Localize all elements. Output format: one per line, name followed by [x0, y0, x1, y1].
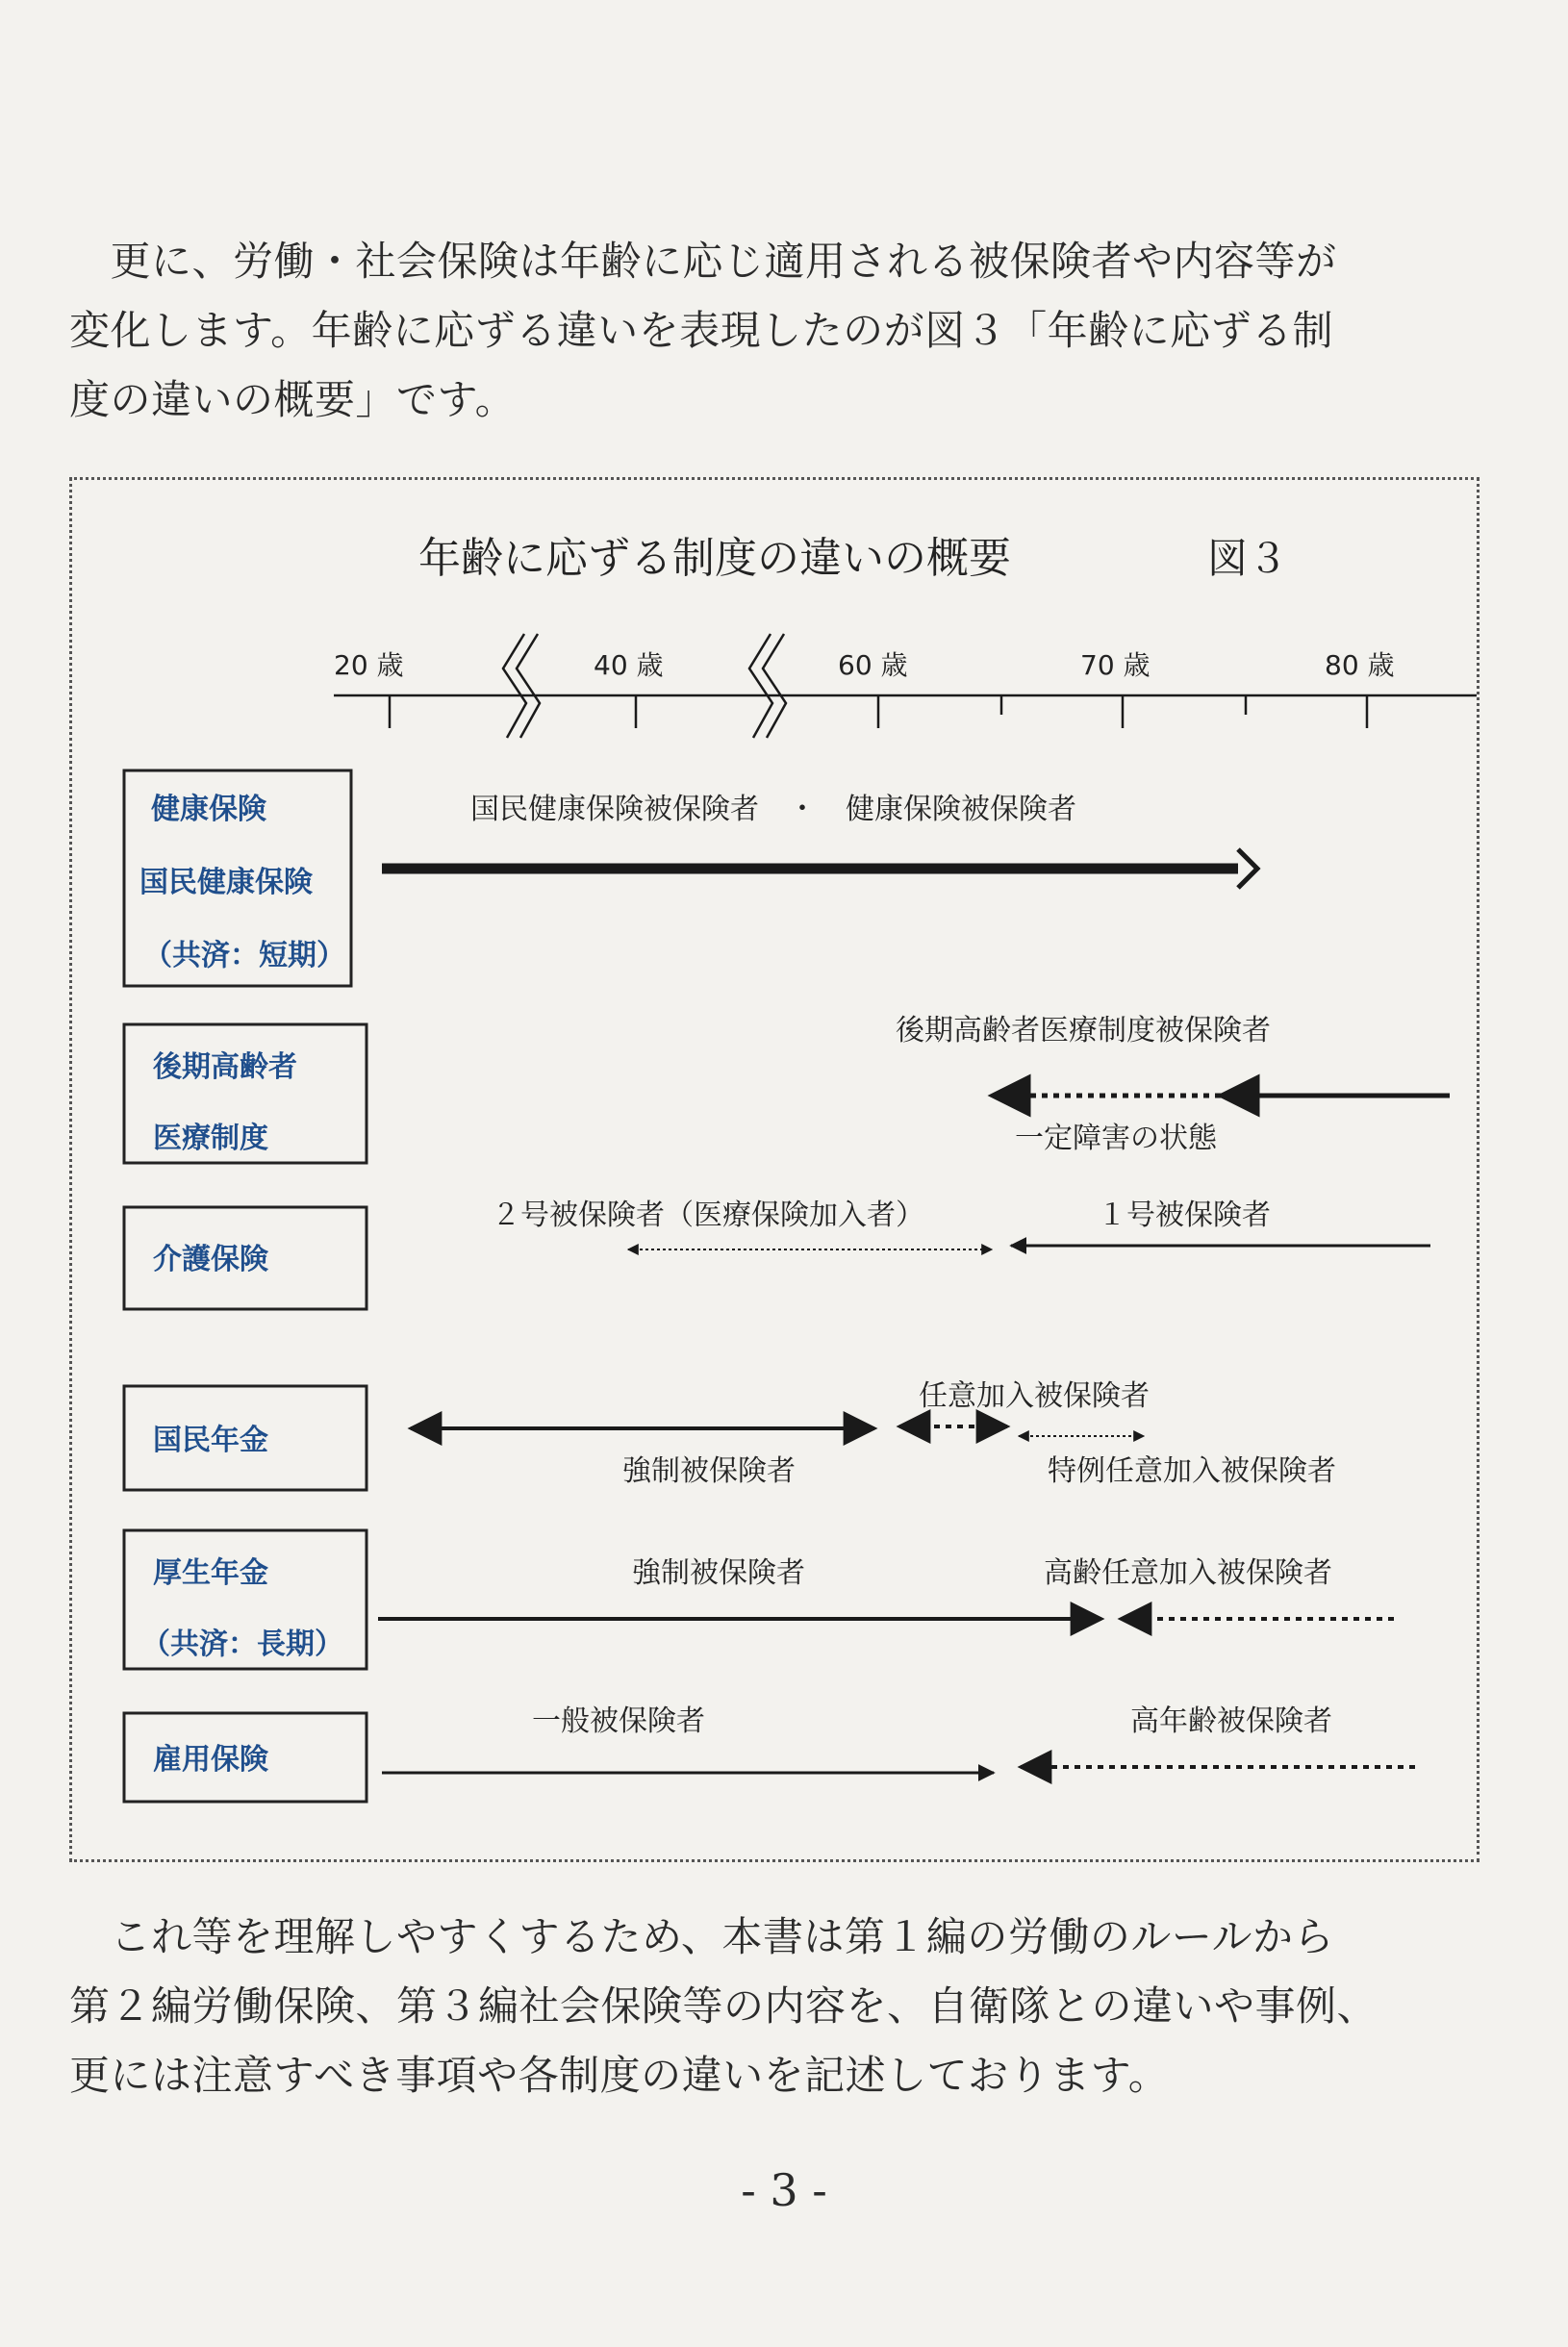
- intro-paragraph: [69, 227, 1416, 435]
- axis-break-icon: [749, 634, 786, 738]
- row-label: 高年齢被保険者: [1130, 1704, 1332, 1738]
- category-label: 健康保険: [151, 793, 266, 826]
- age-label: 70 歳: [1080, 649, 1151, 681]
- row-label: １号被保険者: [1098, 1199, 1271, 1232]
- age-label: 20 歳: [334, 649, 404, 681]
- row-label: 強制被保険者: [622, 1454, 796, 1488]
- outro-line: これ等を理解しやすくするため、本書は第１編の労働のルールから: [69, 1913, 1334, 1960]
- row-label: 特例任意加入被保険者: [1048, 1454, 1336, 1488]
- intro-line: 変化します。年齢に応ずる違いを表現したのが図３「年齢に応ずる制: [69, 307, 1334, 354]
- intro-line: 更に、労働・社会保険は年齢に応じ適用される被保険者や内容等が: [69, 238, 1337, 285]
- page-number: - 3 -: [741, 2164, 827, 2216]
- intro-line: 度の違いの概要」です。: [69, 376, 517, 423]
- category-label: 医療制度: [153, 1122, 268, 1155]
- row-label: 任意加入被保険者: [919, 1379, 1150, 1413]
- category-label: 後期高齢者: [153, 1050, 297, 1084]
- row-label: 一定障害の状態: [1015, 1122, 1217, 1155]
- category-label: （共済：長期）: [141, 1628, 343, 1661]
- row-label: 高齢任意加入被保険者: [1044, 1556, 1332, 1590]
- age-label: 80 歳: [1325, 649, 1395, 681]
- axis-break-icon: [503, 634, 540, 738]
- category-label: （共済：短期）: [143, 939, 345, 972]
- outro-line: 第２編労働保険、第３編社会保険等の内容を、自衛隊との違いや事例、: [69, 1982, 1378, 2030]
- age-label: 40 歳: [594, 649, 664, 681]
- outro-paragraph: [69, 1903, 1416, 2110]
- figure-label: 図３: [1207, 535, 1289, 582]
- category-label: 国民健康保険: [139, 866, 313, 899]
- row-label: ２号被保険者（医療保険加入者）: [492, 1199, 924, 1232]
- age-system-figure: [69, 477, 1479, 1862]
- row-label: 強制被保険者: [632, 1556, 805, 1590]
- outro-line: 更には注意すべき事項や各制度の違いを記述しております。: [69, 2052, 1170, 2099]
- row-label: 国民健康保険被保険者 ・ 健康保険被保険者: [470, 793, 1076, 826]
- age-axis: [334, 634, 1477, 738]
- figure-title: 年齢に応ずる制度の違いの概要: [418, 534, 1011, 583]
- category-label: 国民年金: [153, 1424, 268, 1457]
- category-label: 雇用保険: [153, 1743, 268, 1777]
- health-bar-end-icon: [1238, 849, 1257, 888]
- category-label: 厚生年金: [153, 1556, 268, 1590]
- row-label: 後期高齢者医療制度被保険者: [896, 1014, 1271, 1047]
- age-label: 60 歳: [838, 649, 908, 681]
- category-label: 介護保険: [153, 1243, 268, 1276]
- row-label: 一般被保険者: [532, 1704, 705, 1738]
